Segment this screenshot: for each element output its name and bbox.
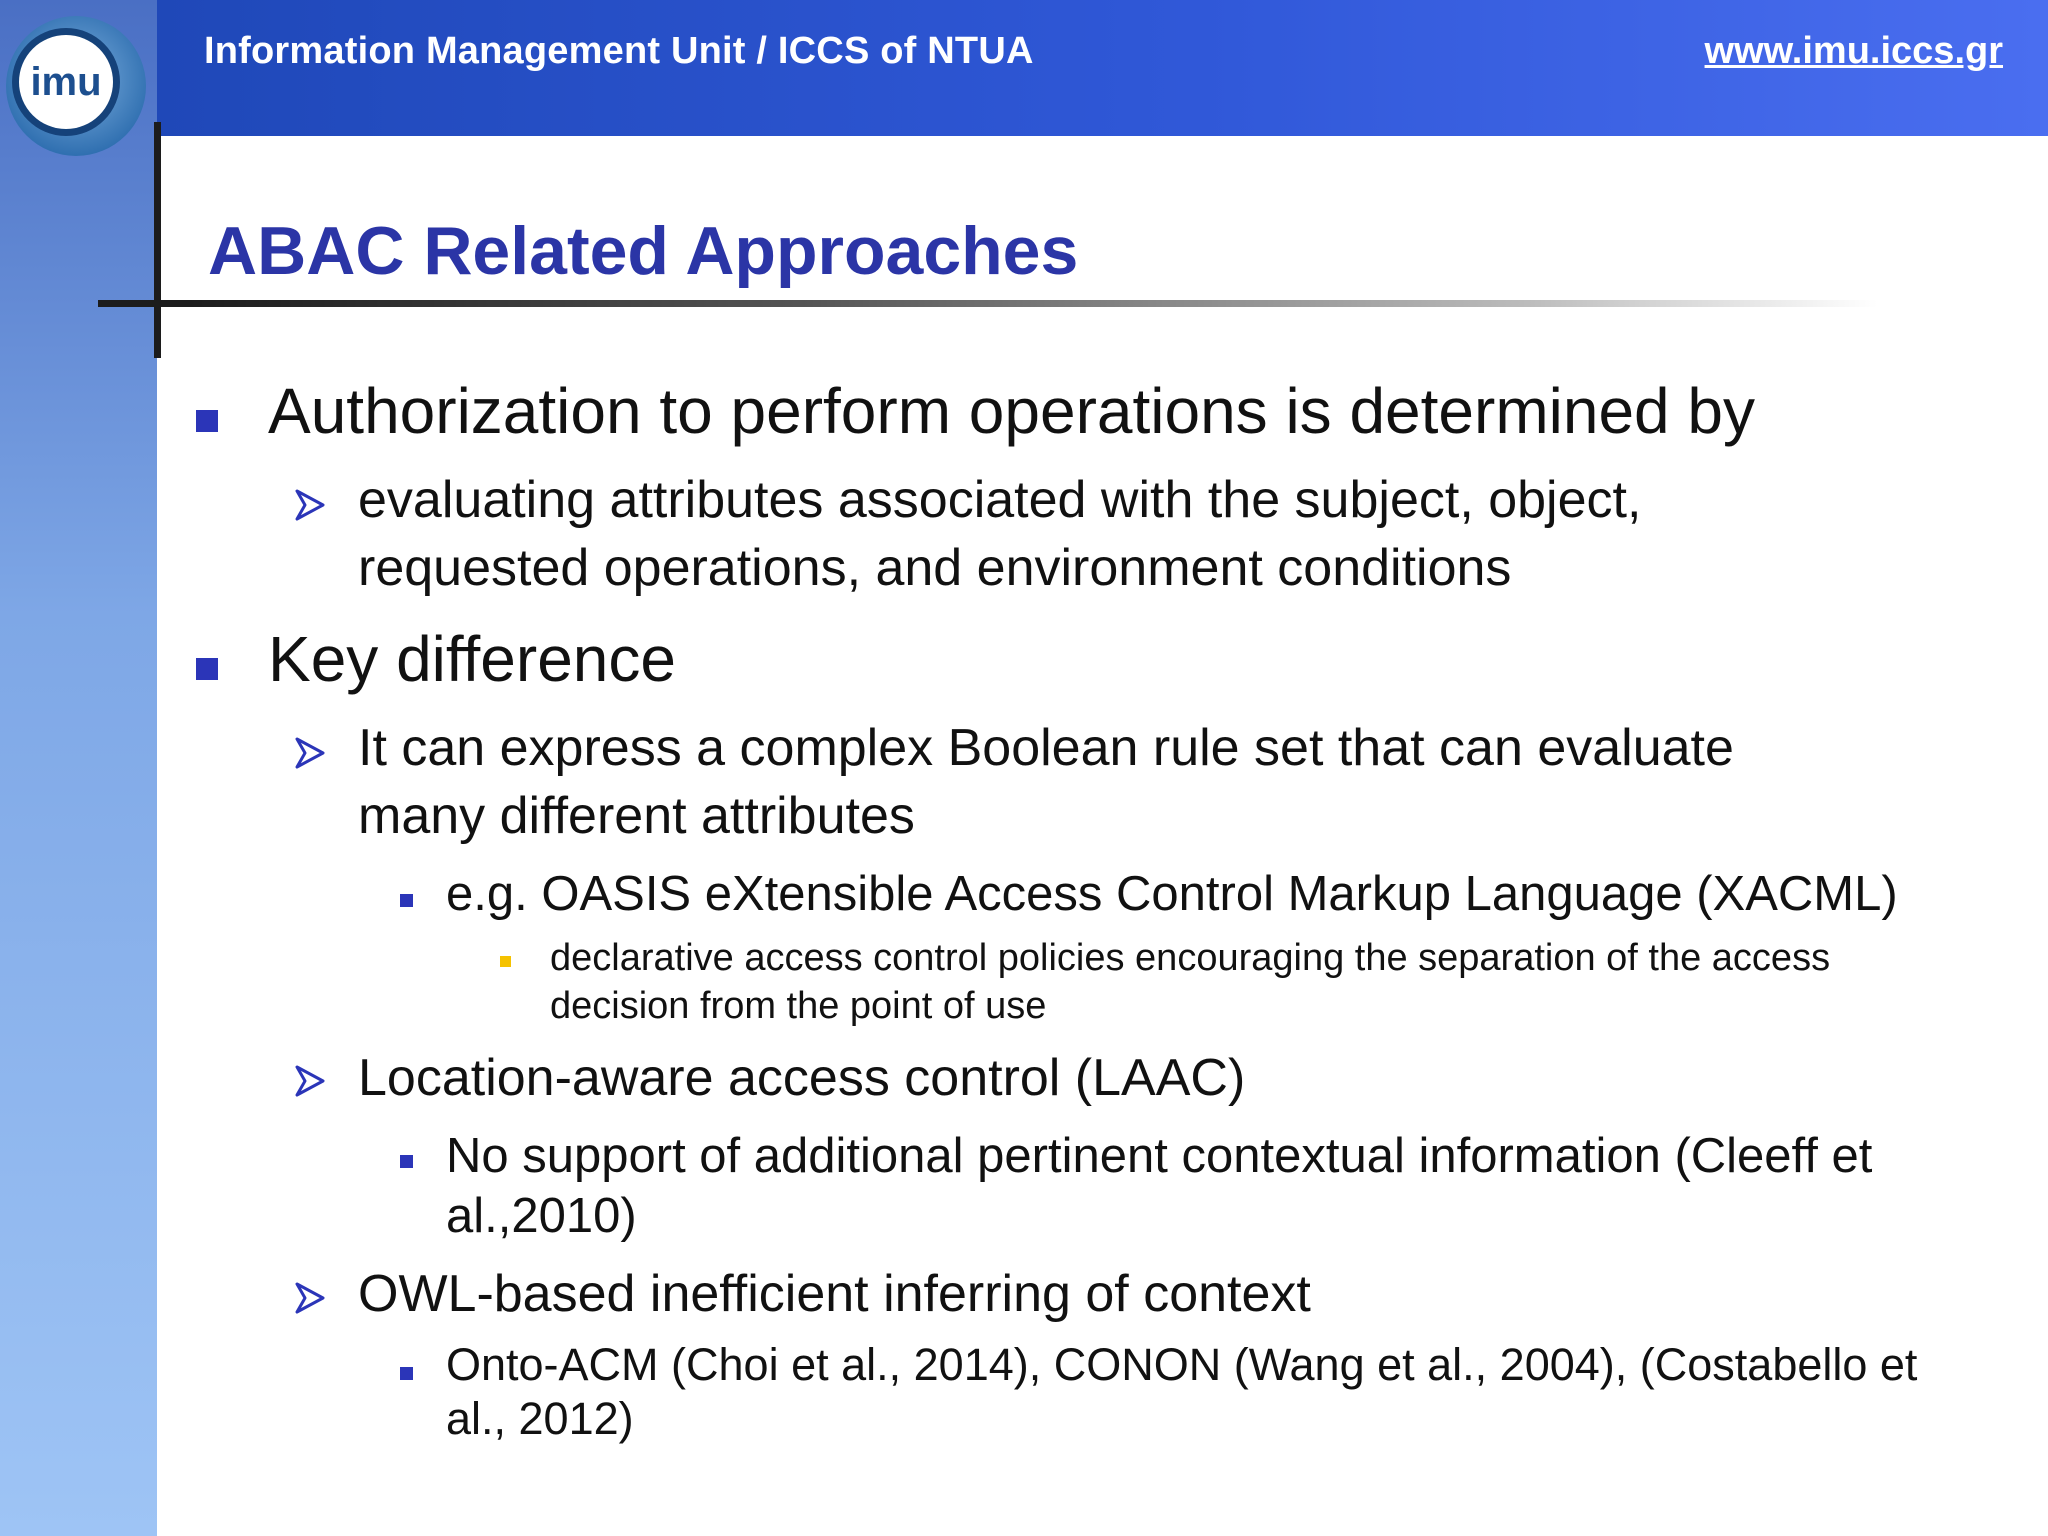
detail-line-2: decision from the point of use xyxy=(550,985,1047,1027)
bullet-1-sub-1 xyxy=(358,466,1641,602)
bullet-1-sub-1-line-2: requested operations, and environment conditions xyxy=(358,539,1512,597)
bullet-2-sub-1-sub-1-sub-1 xyxy=(550,934,1830,1030)
owl-line-1: Onto-ACM (Choi et al., 2014), CONON (Wang et al., 2004), (Costabello et xyxy=(446,1339,1918,1390)
slide-title: ABAC Related Approaches xyxy=(208,213,1079,289)
detail-line-1: declarative access control policies encouraging the separation of the access xyxy=(550,937,1831,979)
bullet-2-sub-2-text: Location-aware access control (LAAC) xyxy=(358,1049,1246,1107)
bullet-2-sub-1 xyxy=(358,714,1734,850)
square-bullet-icon xyxy=(196,658,218,680)
owl-line-2: al., 2012) xyxy=(446,1393,634,1444)
bullet-2-sub-3-text: OWL-based inefficient inferring of context xyxy=(358,1265,1311,1323)
bullet-2-sub-1-sub-1-text: e.g. OASIS eXtensible Access Control Markup Language (XACML) xyxy=(446,867,1898,921)
bullet-2-sub-1-line-1: It can express a complex Boolean rule set that can evaluate xyxy=(358,719,1734,777)
bullet-1-text: Authorization to perform operations is determined by xyxy=(268,375,1755,447)
bullet-2-sub-2-sub-1 xyxy=(446,1126,1872,1246)
small-square-bullet-icon xyxy=(400,1155,413,1168)
small-square-bullet-icon xyxy=(400,894,413,907)
bullet-1-sub-1-line-1: evaluating attributes associated with the subject, object, xyxy=(358,471,1642,529)
header-url-link[interactable]: www.imu.iccs.gr xyxy=(1704,30,2003,72)
laac-line-1: No support of additional pertinent contextual information (Cleeff et xyxy=(446,1129,1873,1183)
bullet-2-sub-1-line-2: many different attributes xyxy=(358,787,915,845)
small-square-bullet-icon xyxy=(400,1367,413,1380)
arrow-bullet-icon xyxy=(295,1063,325,1099)
yellow-square-bullet-icon xyxy=(500,956,511,967)
logo-text: imu xyxy=(30,60,102,104)
bullet-2-text: Key difference xyxy=(268,623,676,695)
header-title: Information Management Unit / ICCS of NTUA xyxy=(204,30,1034,72)
arrow-bullet-icon xyxy=(295,735,325,771)
arrow-bullet-icon xyxy=(295,487,325,523)
laac-line-2: al.,2010) xyxy=(446,1189,637,1243)
square-bullet-icon xyxy=(196,410,218,432)
bullet-2-sub-3-sub-1 xyxy=(446,1338,1917,1446)
arrow-bullet-icon xyxy=(295,1280,325,1316)
